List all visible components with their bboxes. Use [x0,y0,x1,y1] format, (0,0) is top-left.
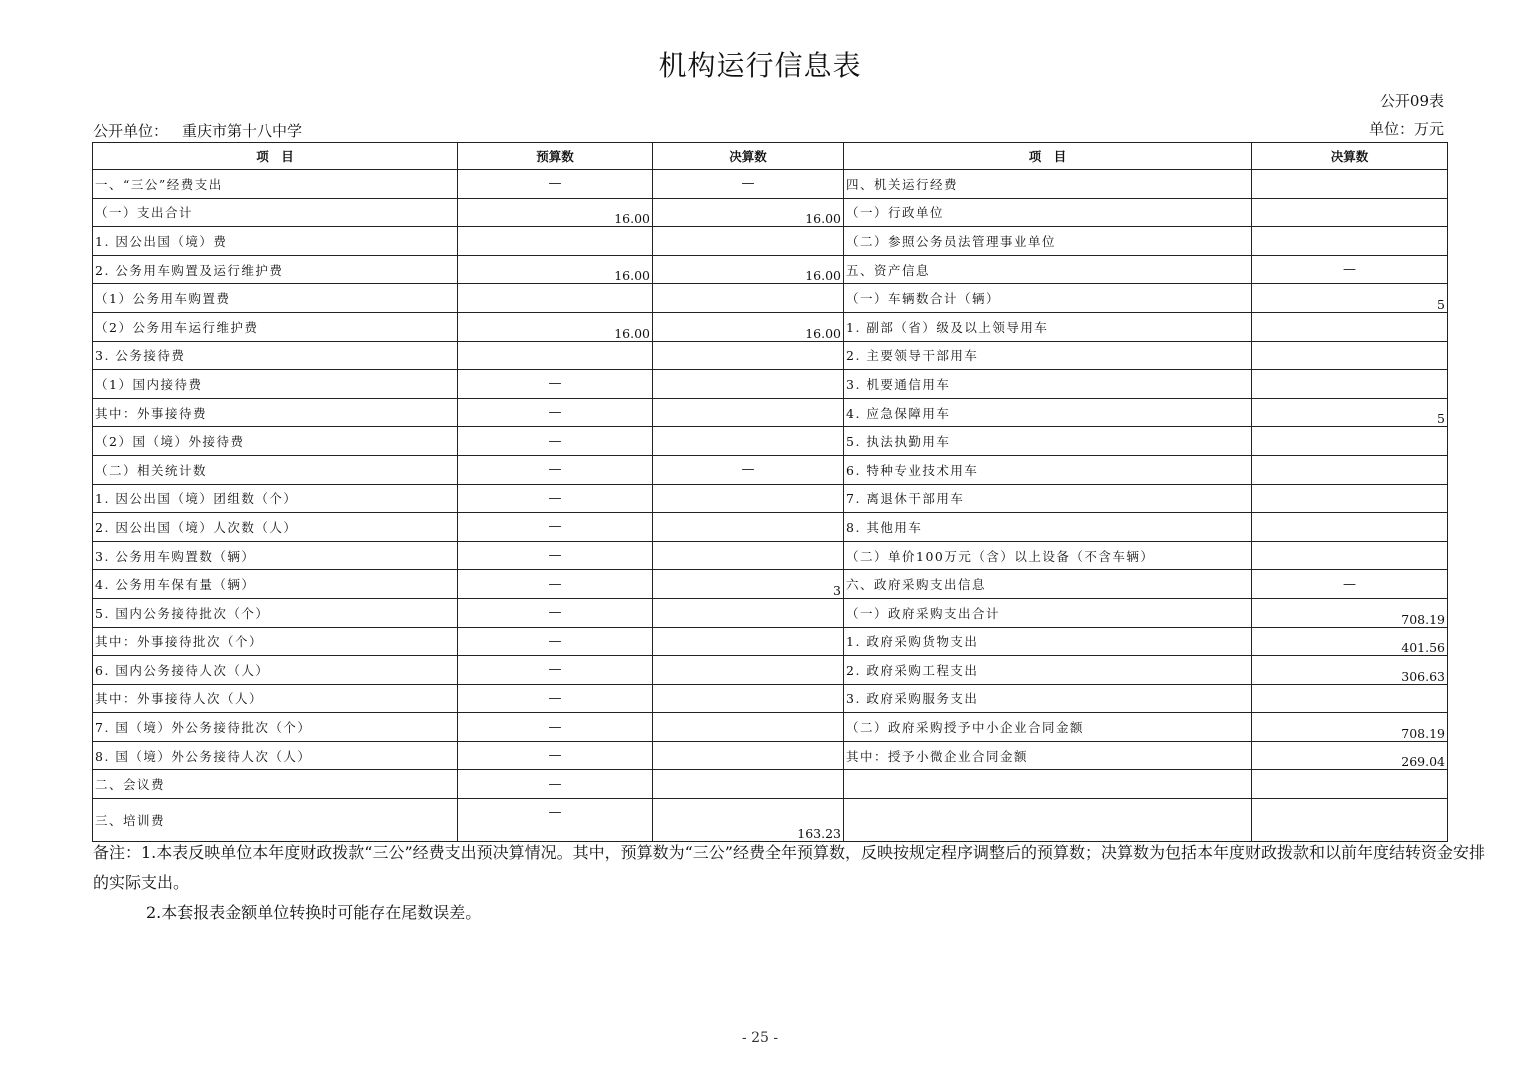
row-item-right: 四、机关运行经费 [844,170,1252,199]
row-budget-value: — [458,513,653,542]
table-row [93,284,1448,313]
row-final-value-right [1252,541,1448,570]
table-row [93,170,1448,199]
row-item-left: 4. 公务用车保有量（辆） [93,570,458,599]
row-item-right: 8. 其他用车 [844,513,1252,542]
row-final-value [653,398,844,427]
table-row [93,741,1448,770]
row-item-right: 5. 执法执勤用车 [844,427,1252,456]
currency-unit: 单位：万元 [1368,120,1444,138]
table-row [93,370,1448,399]
row-item-right: 其中：授予小微企业合同金额 [844,741,1252,770]
row-item-right: 3. 机要通信用车 [844,370,1252,399]
row-item-left: 8. 国（境）外公务接待人次（人） [93,741,458,770]
table-row [93,427,1448,456]
row-item-left: 6. 国内公务接待人次（人） [93,656,458,685]
row-final-value: — [653,455,844,484]
row-item-left: 一、“三公”经费支出 [93,170,458,199]
row-item-left: 其中：外事接待批次（个） [93,627,458,656]
row-final-value [653,284,844,313]
page-title: 机构运行信息表 [658,49,862,82]
row-item-right: 1. 副部（省）级及以上领导用车 [844,312,1252,341]
row-budget-value: — [458,799,653,842]
table-row [93,770,1448,799]
row-budget-value: — [458,770,653,799]
row-item-right [844,770,1252,799]
row-final-value-right [1252,227,1448,256]
table-header-row [93,143,1448,170]
header-final-right: 决算数 [1252,143,1448,170]
row-item-right: 六、政府采购支出信息 [844,570,1252,599]
form-code: 公开09表 [1379,92,1444,110]
table-row [93,455,1448,484]
row-item-right: 3. 政府采购服务支出 [844,684,1252,713]
row-final-value [653,741,844,770]
row-budget-value [458,227,653,256]
header-item: 项 目 [93,143,458,170]
note-1: 备注：1.本表反映单位本年度财政拨款“三公”经费支出预决算情况。其中，预算数为“三公”经费全年预算数，反映按规定程序调整后的预算数；决算数为包括本年度财政拨款和以前年度结转资金安排的实际支出。 [93,843,1485,892]
row-final-value [653,770,844,799]
row-budget-value: 16.00 [458,312,653,341]
row-final-value [653,427,844,456]
row-budget-value [458,284,653,313]
row-item-left: 3. 公务接待费 [93,341,458,370]
row-final-value-right [1252,341,1448,370]
table-row [93,513,1448,542]
table-row [93,227,1448,256]
row-budget-value: — [458,370,653,399]
row-item-left: 其中：外事接待人次（人） [93,684,458,713]
row-final-value-right: 5 [1252,284,1448,313]
table-row [93,398,1448,427]
row-final-value [653,598,844,627]
table-row [93,570,1448,599]
row-final-value: — [653,170,844,199]
row-item-left: （2）公务用车运行维护费 [93,312,458,341]
row-item-left: 三、培训费 [93,799,458,842]
row-item-right: 五、资产信息 [844,255,1252,284]
row-budget-value: — [458,455,653,484]
row-item-left: （一）支出合计 [93,198,458,227]
row-item-right [844,799,1252,842]
row-final-value-right: 708.19 [1252,598,1448,627]
row-item-right: 2. 主要领导干部用车 [844,341,1252,370]
row-final-value [653,656,844,685]
row-final-value-right: — [1252,255,1448,284]
table-row [93,598,1448,627]
table-row [93,713,1448,742]
row-item-left: 7. 国（境）外公务接待批次（个） [93,713,458,742]
row-budget-value: — [458,427,653,456]
header-final: 决算数 [653,143,844,170]
row-final-value [653,713,844,742]
info-table [92,142,1448,842]
table-row [93,684,1448,713]
row-item-left: 其中：外事接待费 [93,398,458,427]
reporting-unit-name: 重庆市第十八中学 [182,122,303,140]
row-final-value [653,627,844,656]
table-row [93,198,1448,227]
row-item-left: 2. 公务用车购置及运行维护费 [93,255,458,284]
row-item-right: （二）单价100万元（含）以上设备（不含车辆） [844,541,1252,570]
row-final-value-right [1252,513,1448,542]
reporting-unit-label: 公开单位： [93,122,169,140]
table-row [93,255,1448,284]
row-final-value [653,513,844,542]
row-item-right: 7. 离退休干部用车 [844,484,1252,513]
row-final-value-right: 401.56 [1252,627,1448,656]
row-item-left: 1. 因公出国（境）费 [93,227,458,256]
row-item-left: （二）相关统计数 [93,455,458,484]
row-final-value-right [1252,484,1448,513]
row-item-left: （2）国（境）外接待费 [93,427,458,456]
page-number: - 25 - [741,1030,779,1046]
row-item-right: 1. 政府采购货物支出 [844,627,1252,656]
row-final-value-right [1252,799,1448,842]
table-row [93,799,1448,842]
row-final-value-right: 306.63 [1252,656,1448,685]
notes [93,838,1488,928]
row-item-left: 5. 国内公务接待批次（个） [93,598,458,627]
row-final-value-right: 269.04 [1252,741,1448,770]
row-final-value: 163.23 [653,799,844,842]
row-item-right: 6. 特种专业技术用车 [844,455,1252,484]
row-final-value-right [1252,427,1448,456]
row-budget-value: — [458,627,653,656]
row-final-value [653,370,844,399]
header-budget: 预算数 [458,143,653,170]
row-final-value-right [1252,312,1448,341]
row-budget-value [458,341,653,370]
row-final-value-right: — [1252,570,1448,599]
row-budget-value: — [458,656,653,685]
row-budget-value: 16.00 [458,255,653,284]
row-item-left: （1）国内接待费 [93,370,458,399]
row-final-value-right [1252,455,1448,484]
row-budget-value: — [458,398,653,427]
row-item-left: （1）公务用车购置费 [93,284,458,313]
row-final-value [653,341,844,370]
row-budget-value: — [458,684,653,713]
row-final-value [653,541,844,570]
note-2: 2.本套报表金额单位转换时可能存在尾数误差。 [146,903,482,922]
row-final-value: 16.00 [653,198,844,227]
row-final-value: 16.00 [653,255,844,284]
row-final-value [653,484,844,513]
row-final-value-right [1252,684,1448,713]
row-item-right: 2. 政府采购工程支出 [844,656,1252,685]
row-budget-value: — [458,484,653,513]
row-budget-value: — [458,598,653,627]
row-final-value-right: 708.19 [1252,713,1448,742]
table-row [93,541,1448,570]
row-budget-value: — [458,713,653,742]
table-row [93,656,1448,685]
row-item-right: （一）行政单位 [844,198,1252,227]
row-budget-value: — [458,170,653,199]
row-budget-value: — [458,541,653,570]
table-row [93,627,1448,656]
row-item-left: 2. 因公出国（境）人次数（人） [93,513,458,542]
row-final-value-right [1252,170,1448,199]
row-budget-value: — [458,570,653,599]
row-item-left: 3. 公务用车购置数（辆） [93,541,458,570]
row-final-value [653,227,844,256]
reporting-unit [93,120,302,141]
row-final-value-right [1252,770,1448,799]
header-item-right: 项 目 [844,143,1252,170]
row-item-right: 4. 应急保障用车 [844,398,1252,427]
row-item-right: （一）政府采购支出合计 [844,598,1252,627]
table-row [93,484,1448,513]
row-budget-value: — [458,741,653,770]
row-budget-value: 16.00 [458,198,653,227]
row-item-right: （一）车辆数合计（辆） [844,284,1252,313]
row-final-value: 16.00 [653,312,844,341]
row-final-value-right [1252,370,1448,399]
row-final-value-right [1252,198,1448,227]
row-final-value-right: 5 [1252,398,1448,427]
table-row [93,341,1448,370]
row-final-value [653,684,844,713]
table-row [93,312,1448,341]
row-final-value: 3 [653,570,844,599]
row-item-left: 二、会议费 [93,770,458,799]
row-item-right: （二）参照公务员法管理事业单位 [844,227,1252,256]
row-item-left: 1. 因公出国（境）团组数（个） [93,484,458,513]
row-item-right: （二）政府采购授予中小企业合同金额 [844,713,1252,742]
